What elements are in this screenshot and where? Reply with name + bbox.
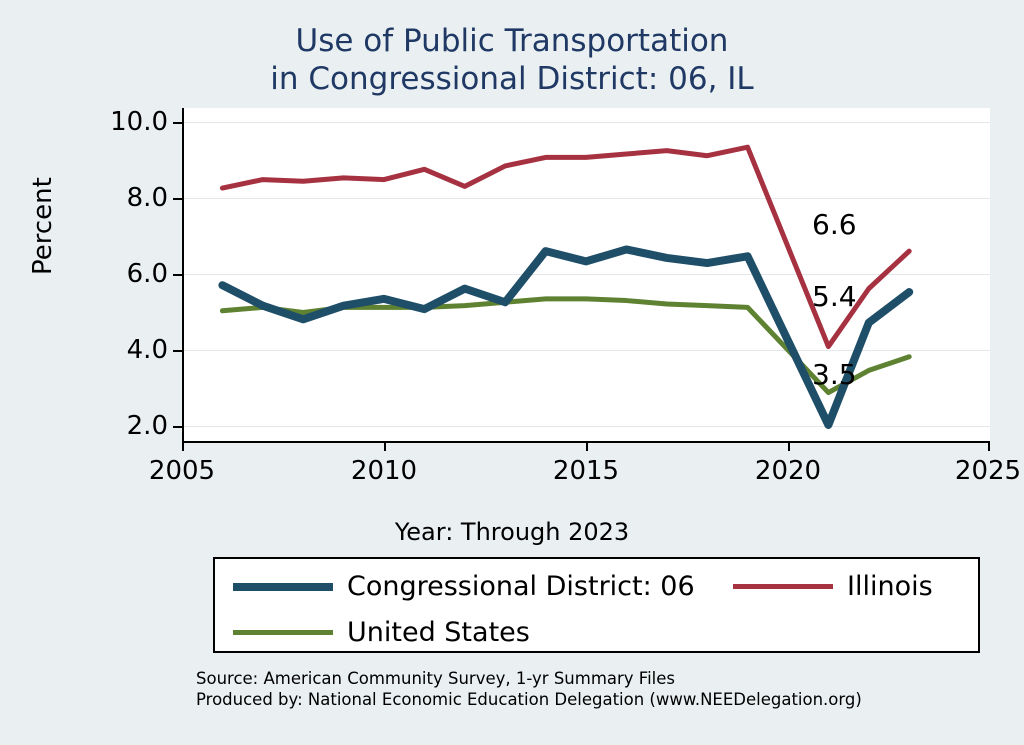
y-tick-2 bbox=[173, 426, 182, 428]
legend-swatch-district bbox=[233, 583, 333, 591]
x-tick-label-2010: 2010 bbox=[350, 456, 418, 486]
y-tick-label-4: 4.0 bbox=[126, 335, 168, 365]
chart-title-line-1: Use of Public Transportation bbox=[295, 23, 729, 59]
source-line-1: Source: American Community Survey, 1-yr Summary Files bbox=[196, 669, 676, 688]
y-tick-10 bbox=[173, 122, 182, 124]
y-tick-label-6: 6.0 bbox=[126, 259, 168, 289]
chart-legend bbox=[213, 557, 980, 653]
legend-label-district: Congressional District: 06 bbox=[347, 571, 695, 602]
x-tick-label-2020: 2020 bbox=[754, 456, 822, 486]
source-note bbox=[196, 668, 862, 710]
x-tick-2025 bbox=[988, 442, 990, 451]
x-tick-2015 bbox=[586, 442, 588, 451]
source-line-2: Produced by: National Economic Education Delegation (www.NEEDelegation.org) bbox=[196, 690, 862, 709]
legend-label-united-states: United States bbox=[347, 617, 530, 648]
x-tick-label-2025: 2025 bbox=[954, 456, 1022, 486]
y-tick-label-10: 10.0 bbox=[110, 107, 168, 137]
legend-swatch-illinois bbox=[733, 584, 833, 589]
end-label-united-states: 3.5 bbox=[812, 358, 857, 391]
x-tick-2005 bbox=[182, 442, 184, 451]
y-tick-4 bbox=[173, 350, 182, 352]
legend-swatch-united-states bbox=[233, 630, 333, 635]
legend-item-united-states bbox=[233, 617, 530, 648]
x-tick-label-2005: 2005 bbox=[148, 456, 216, 486]
end-label-district: 5.4 bbox=[812, 280, 857, 313]
y-tick-8 bbox=[173, 198, 182, 200]
x-tick-label-2015: 2015 bbox=[552, 456, 620, 486]
x-tick-2020 bbox=[788, 442, 790, 451]
x-tick-2010 bbox=[384, 442, 386, 451]
series-line-illinois bbox=[222, 147, 909, 346]
series-lines bbox=[182, 108, 990, 442]
y-tick-label-2: 2.0 bbox=[126, 411, 168, 441]
legend-item-district bbox=[233, 571, 695, 602]
x-axis-title: Year: Through 2023 bbox=[394, 518, 630, 546]
y-tick-6 bbox=[173, 274, 182, 276]
plot-area bbox=[110, 107, 1022, 486]
y-tick-label-8: 8.0 bbox=[126, 183, 168, 213]
end-label-illinois: 6.6 bbox=[812, 208, 857, 241]
y-axis-title: Percent bbox=[28, 177, 58, 275]
series-line-district bbox=[222, 249, 909, 425]
chart-title-line-2: in Congressional District: 06, IL bbox=[270, 61, 754, 97]
chart-title bbox=[0, 22, 1024, 98]
legend-item-illinois bbox=[733, 571, 933, 602]
legend-label-illinois: Illinois bbox=[847, 571, 933, 602]
